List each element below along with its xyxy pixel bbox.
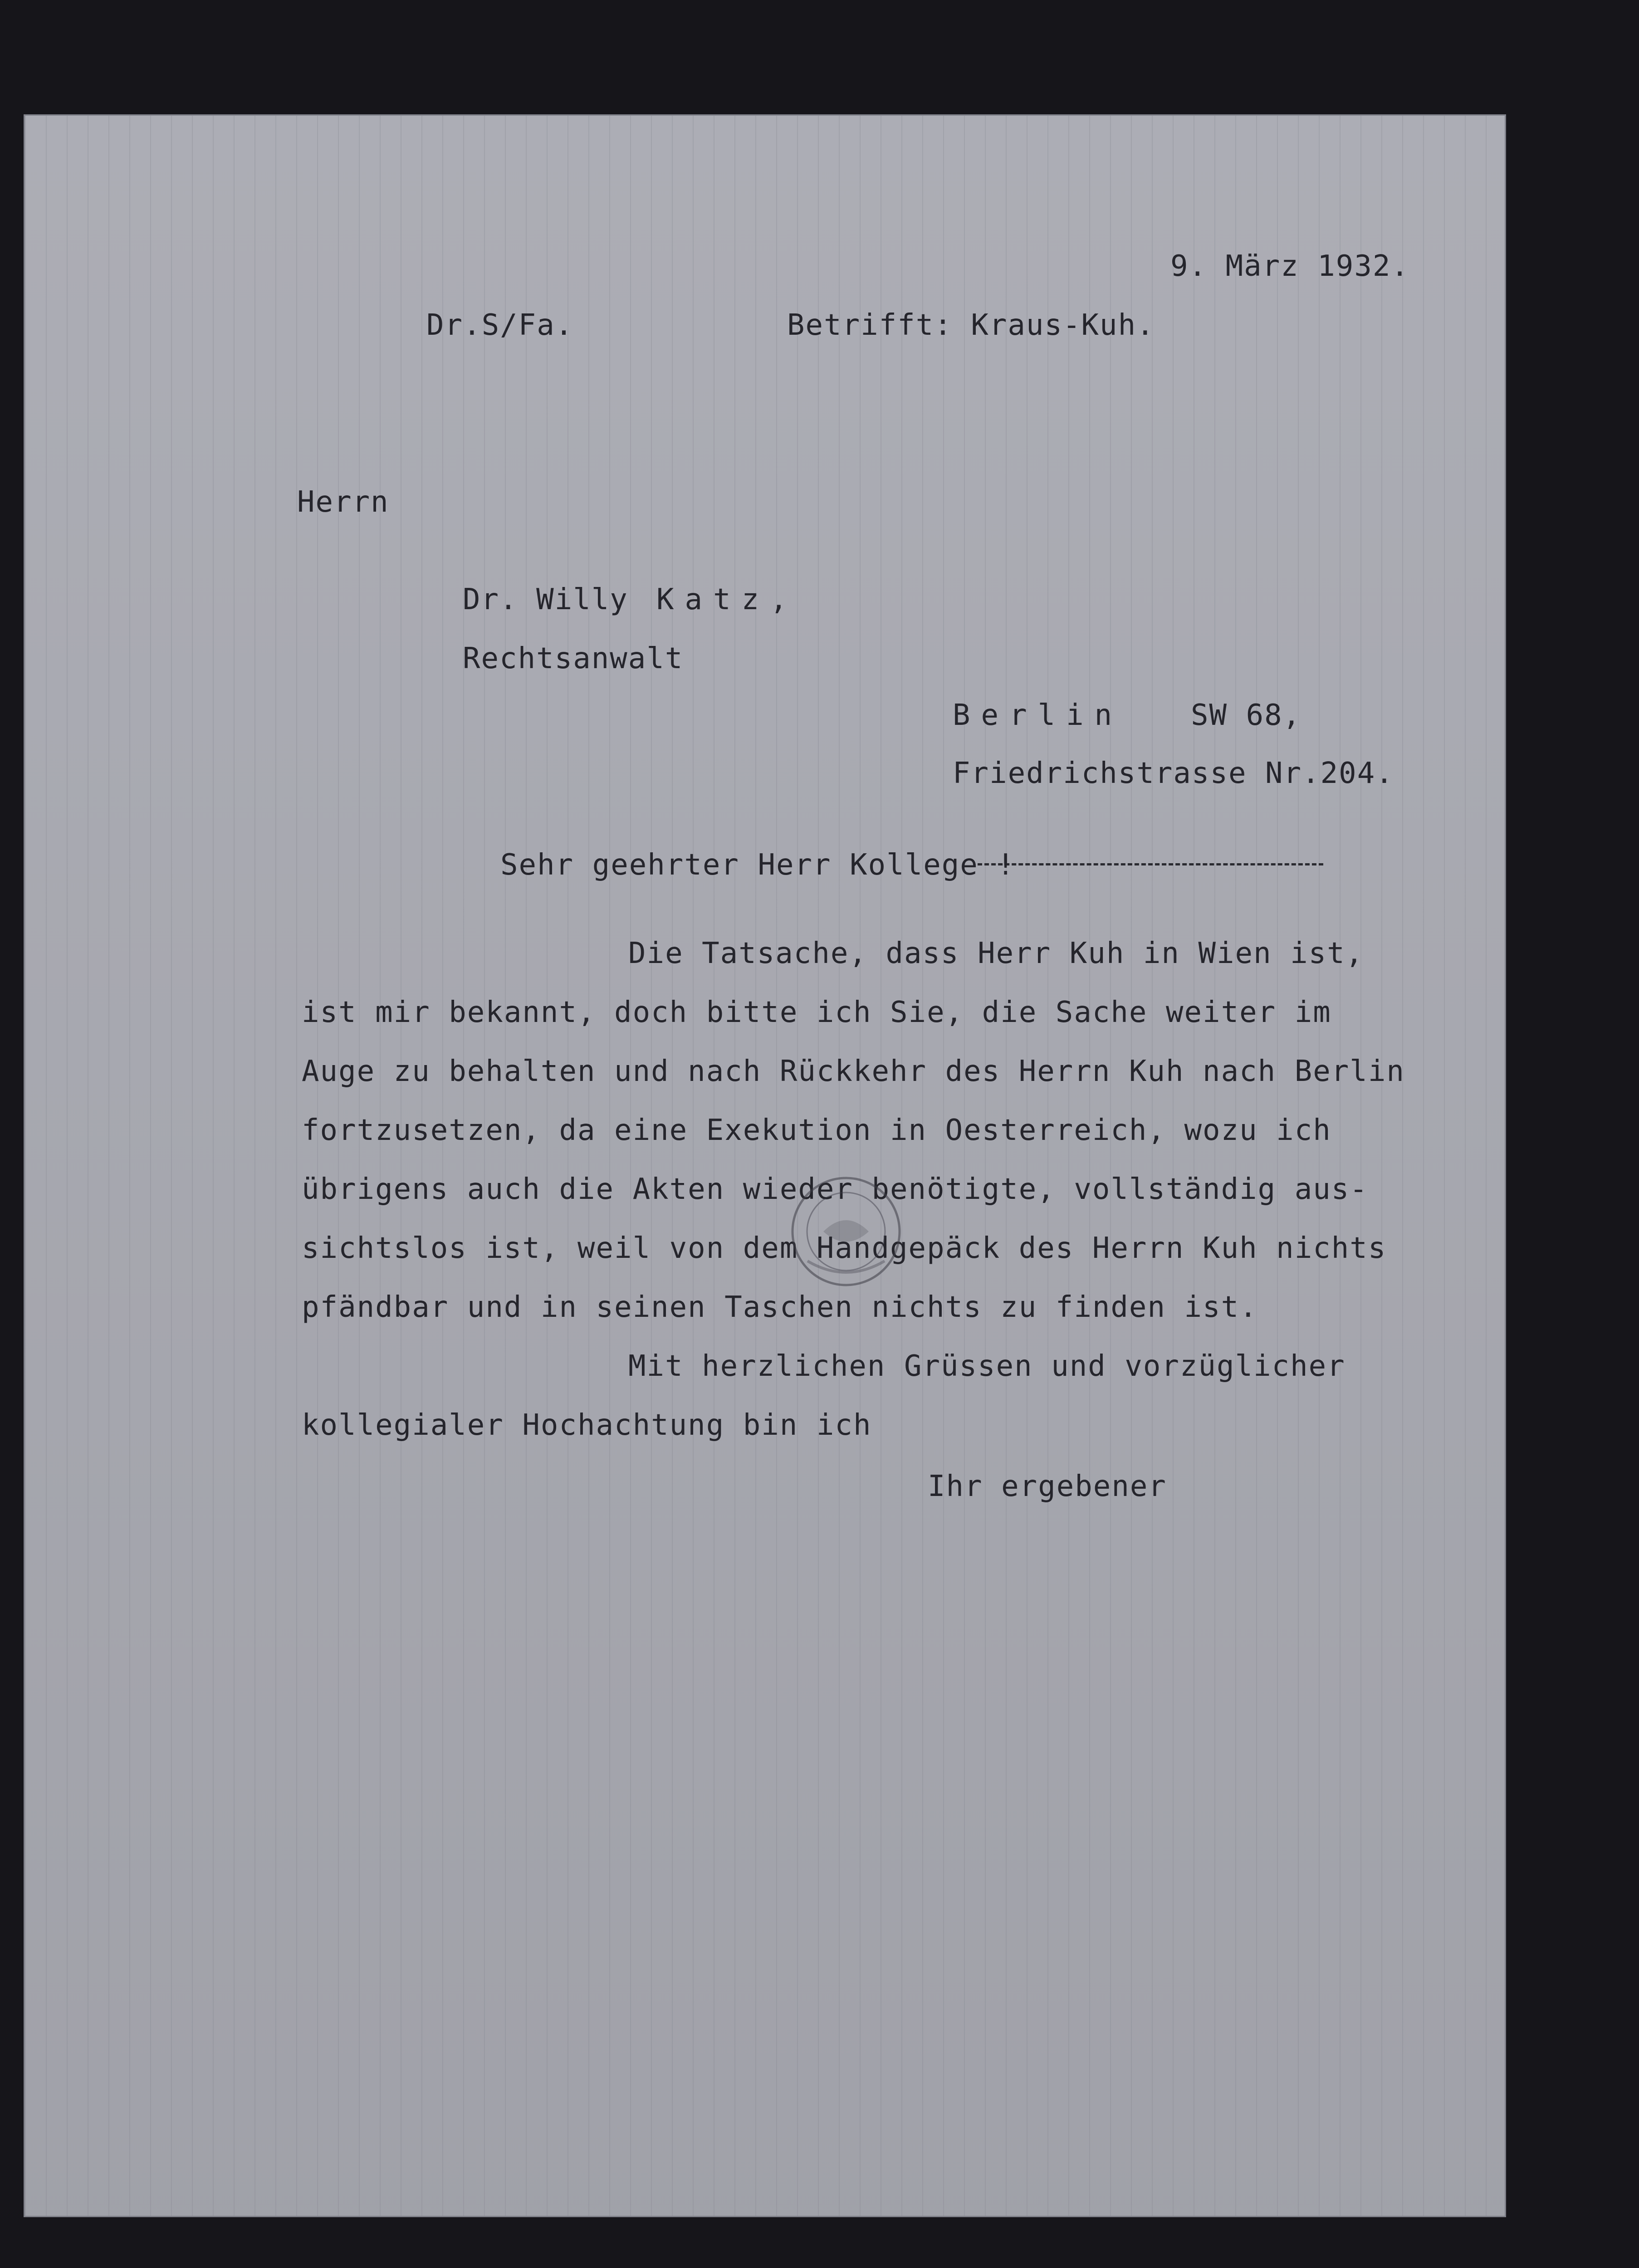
body-line: fortzusetzen, da eine Exekution in Oesterreich, wozu ich bbox=[302, 1114, 1331, 1147]
recipient-name: Dr. Willy bbox=[463, 583, 628, 616]
archive-stamp-icon bbox=[780, 1175, 912, 1288]
signoff: Ihr ergebener bbox=[928, 1470, 1167, 1503]
body-line: Die Tatsache, dass Herr Kuh in Wien ist, bbox=[628, 937, 1364, 970]
address-divider bbox=[978, 863, 1323, 865]
body-line: ist mir bekannt, doch bitte ich Sie, die Sache weiter im bbox=[302, 996, 1331, 1029]
body-line: sichtslos ist, weil von dem Handgepäck des Herrn Kuh nichts bbox=[302, 1232, 1387, 1265]
body-line: Auge zu behalten und nach Rückkehr des Herrn Kuh nach Berlin bbox=[302, 1055, 1405, 1088]
letter-page bbox=[25, 116, 1505, 2216]
recipient-surname: Katz, bbox=[656, 583, 798, 616]
city-district: SW 68, bbox=[1191, 699, 1301, 732]
recipient-title: Rechtsanwalt bbox=[463, 642, 684, 675]
greeting: Sehr geehrter Herr Kollege ! bbox=[500, 848, 1015, 882]
body-line: übrigens auch die Akten wieder benötigte, vollständig aus- bbox=[302, 1173, 1368, 1206]
body-line: pfändbar und in seinen Taschen nichts zu finden ist. bbox=[302, 1290, 1258, 1324]
salutation-to: Herrn bbox=[297, 485, 389, 519]
letter-date: 9. März 1932. bbox=[1170, 249, 1409, 283]
subject-line: Betrifft: Kraus-Kuh. bbox=[787, 308, 1155, 342]
city-name: Berlin bbox=[953, 699, 1123, 732]
closing-line: kollegialer Hochachtung bin ich bbox=[302, 1408, 872, 1442]
closing-line: Mit herzlichen Grüssen und vorzüglicher bbox=[628, 1349, 1345, 1383]
street-address: Friedrichstrasse Nr.204. bbox=[953, 757, 1394, 790]
reference-code: Dr.S/Fa. bbox=[426, 308, 574, 342]
